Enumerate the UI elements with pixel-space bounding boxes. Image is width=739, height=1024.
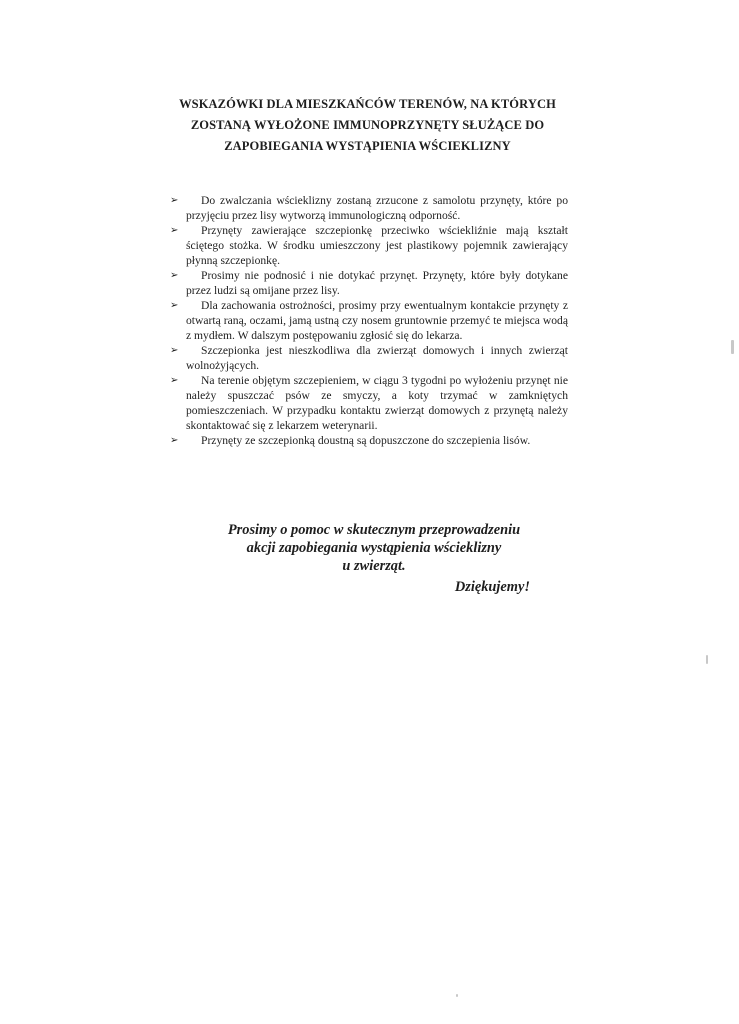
guidance-item-text: Do zwalczania wścieklizny zostaną zrzucone z samolotu przynęty, które po przyjęciu przez lisy wytworzą immunologiczną odporność. bbox=[186, 194, 568, 222]
guidance-item bbox=[170, 343, 568, 373]
scan-speck bbox=[456, 994, 458, 997]
guidance-item-text: Przynęty ze szczepionką doustną są dopuszczone do szczepienia lisów. bbox=[201, 434, 531, 447]
title-line: ZAPOBIEGANIA WYSTĄPIENIA WŚCIEKLIZNY bbox=[224, 139, 511, 153]
arrow-bullet-icon: ➢ bbox=[170, 195, 179, 206]
guidance-item bbox=[170, 373, 568, 433]
guidance-item-text: Szczepionka jest nieszkodliwa dla zwierząt domowych i innych zwierząt wolnożyjących. bbox=[186, 344, 568, 372]
guidance-list bbox=[170, 193, 568, 448]
scan-speck bbox=[706, 655, 708, 664]
document-title bbox=[150, 94, 585, 157]
guidance-item bbox=[170, 268, 568, 298]
title-line: WSKAZÓWKI DLA MIESZKAŃCÓW TERENÓW, NA KTÓRYCH bbox=[179, 97, 556, 111]
appeal-line: u zwierząt. bbox=[342, 558, 406, 574]
title-line: ZOSTANĄ WYŁOŻONE IMMUNOPRZYNĘTY SŁUŻĄCE DO bbox=[190, 118, 545, 132]
appeal-line: Prosimy o pomoc w skutecznym przeprowadzeniu bbox=[227, 522, 521, 538]
guidance-item bbox=[170, 223, 568, 268]
arrow-bullet-icon: ➢ bbox=[170, 375, 179, 386]
scan-speck bbox=[731, 340, 734, 354]
guidance-item-text: Przynęty zawierające szczepionkę przeciwko wściekliźnie mają kształt ściętego stożka. W środku umieszczony jest plastikowy pojemnik zawierający płynną szczepionkę. bbox=[186, 224, 568, 267]
guidance-item bbox=[170, 433, 568, 448]
appeal-text bbox=[160, 521, 588, 575]
guidance-item bbox=[170, 193, 568, 223]
guidance-item-text: Dla zachowania ostrożności, prosimy przy ewentualnym kontakcie przynęty z otwartą raną, oczami, jamą ustną czy nosem gruntownie przemyć te miejsca wodą z mydłem. W dalszym postępowaniu zgłosić się do lekarza. bbox=[186, 299, 568, 342]
arrow-bullet-icon: ➢ bbox=[170, 270, 179, 281]
guidance-item-text: Na terenie objętym szczepieniem, w ciągu 3 tygodni po wyłożeniu przynęt nie należy spuszczać psów ze smyczy, a koty trzymać w zamkniętych pomieszczeniach. W przypadku kontaktu zwierząt domowych z przynętą należy skontaktować się z lekarzem weterynarii. bbox=[186, 374, 568, 432]
arrow-bullet-icon: ➢ bbox=[170, 225, 179, 236]
arrow-bullet-icon: ➢ bbox=[170, 345, 179, 356]
arrow-bullet-icon: ➢ bbox=[170, 435, 179, 446]
guidance-item bbox=[170, 298, 568, 343]
guidance-item-text: Prosimy nie podnosić i nie dotykać przynęt. Przynęty, które były dotykane przez ludzi są omijane przez lisy. bbox=[186, 269, 568, 297]
thanks-text: Dziękujemy! bbox=[454, 579, 530, 595]
appeal-line: akcji zapobiegania wystąpienia wścieklizny bbox=[246, 540, 502, 556]
arrow-bullet-icon: ➢ bbox=[170, 300, 179, 311]
